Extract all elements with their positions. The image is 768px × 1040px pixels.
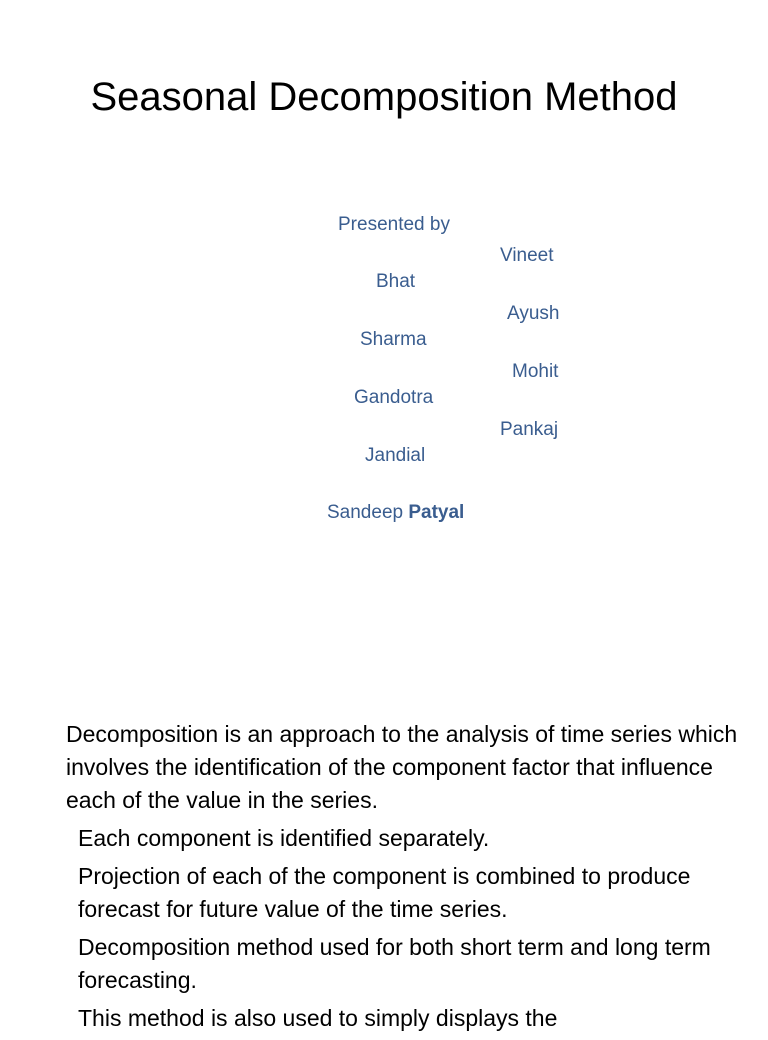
body-text — [61, 718, 741, 1040]
presenter-name-line: Mohit — [512, 361, 559, 382]
body-paragraph: Each component is identified separately. — [78, 825, 490, 851]
presenter-name-line: Gandotra — [354, 387, 434, 408]
presenter-last-bold: Patyal — [408, 502, 465, 523]
body-paragraph: Decomposition method used for both short term and long term forecasting. — [78, 934, 711, 993]
presenter-name-line: Jandial — [365, 445, 426, 466]
presented-by-label: Presented by — [338, 214, 450, 235]
presenter-name-line: Bhat — [376, 271, 416, 292]
slide-title: Seasonal Decomposition Method — [90, 75, 678, 119]
body-paragraph: This method is also used to simply displays the — [78, 1005, 558, 1031]
presenter-last-first: Sandeep — [327, 502, 409, 523]
presenter-last-line — [327, 501, 464, 525]
presenter-name-line: Vineet — [500, 245, 554, 266]
presenter-name-line: Pankaj — [500, 419, 559, 440]
body-paragraph: Projection of each of the component is combined to produce forecast for future value of the time series. — [78, 863, 691, 922]
presenter-name-line: Sharma — [360, 329, 427, 350]
presenter-name-line: Ayush — [507, 303, 560, 324]
body-paragraph: Decomposition is an approach to the analysis of time series which involves the identification of the component factor that influence each of the value in the series. — [66, 721, 738, 813]
